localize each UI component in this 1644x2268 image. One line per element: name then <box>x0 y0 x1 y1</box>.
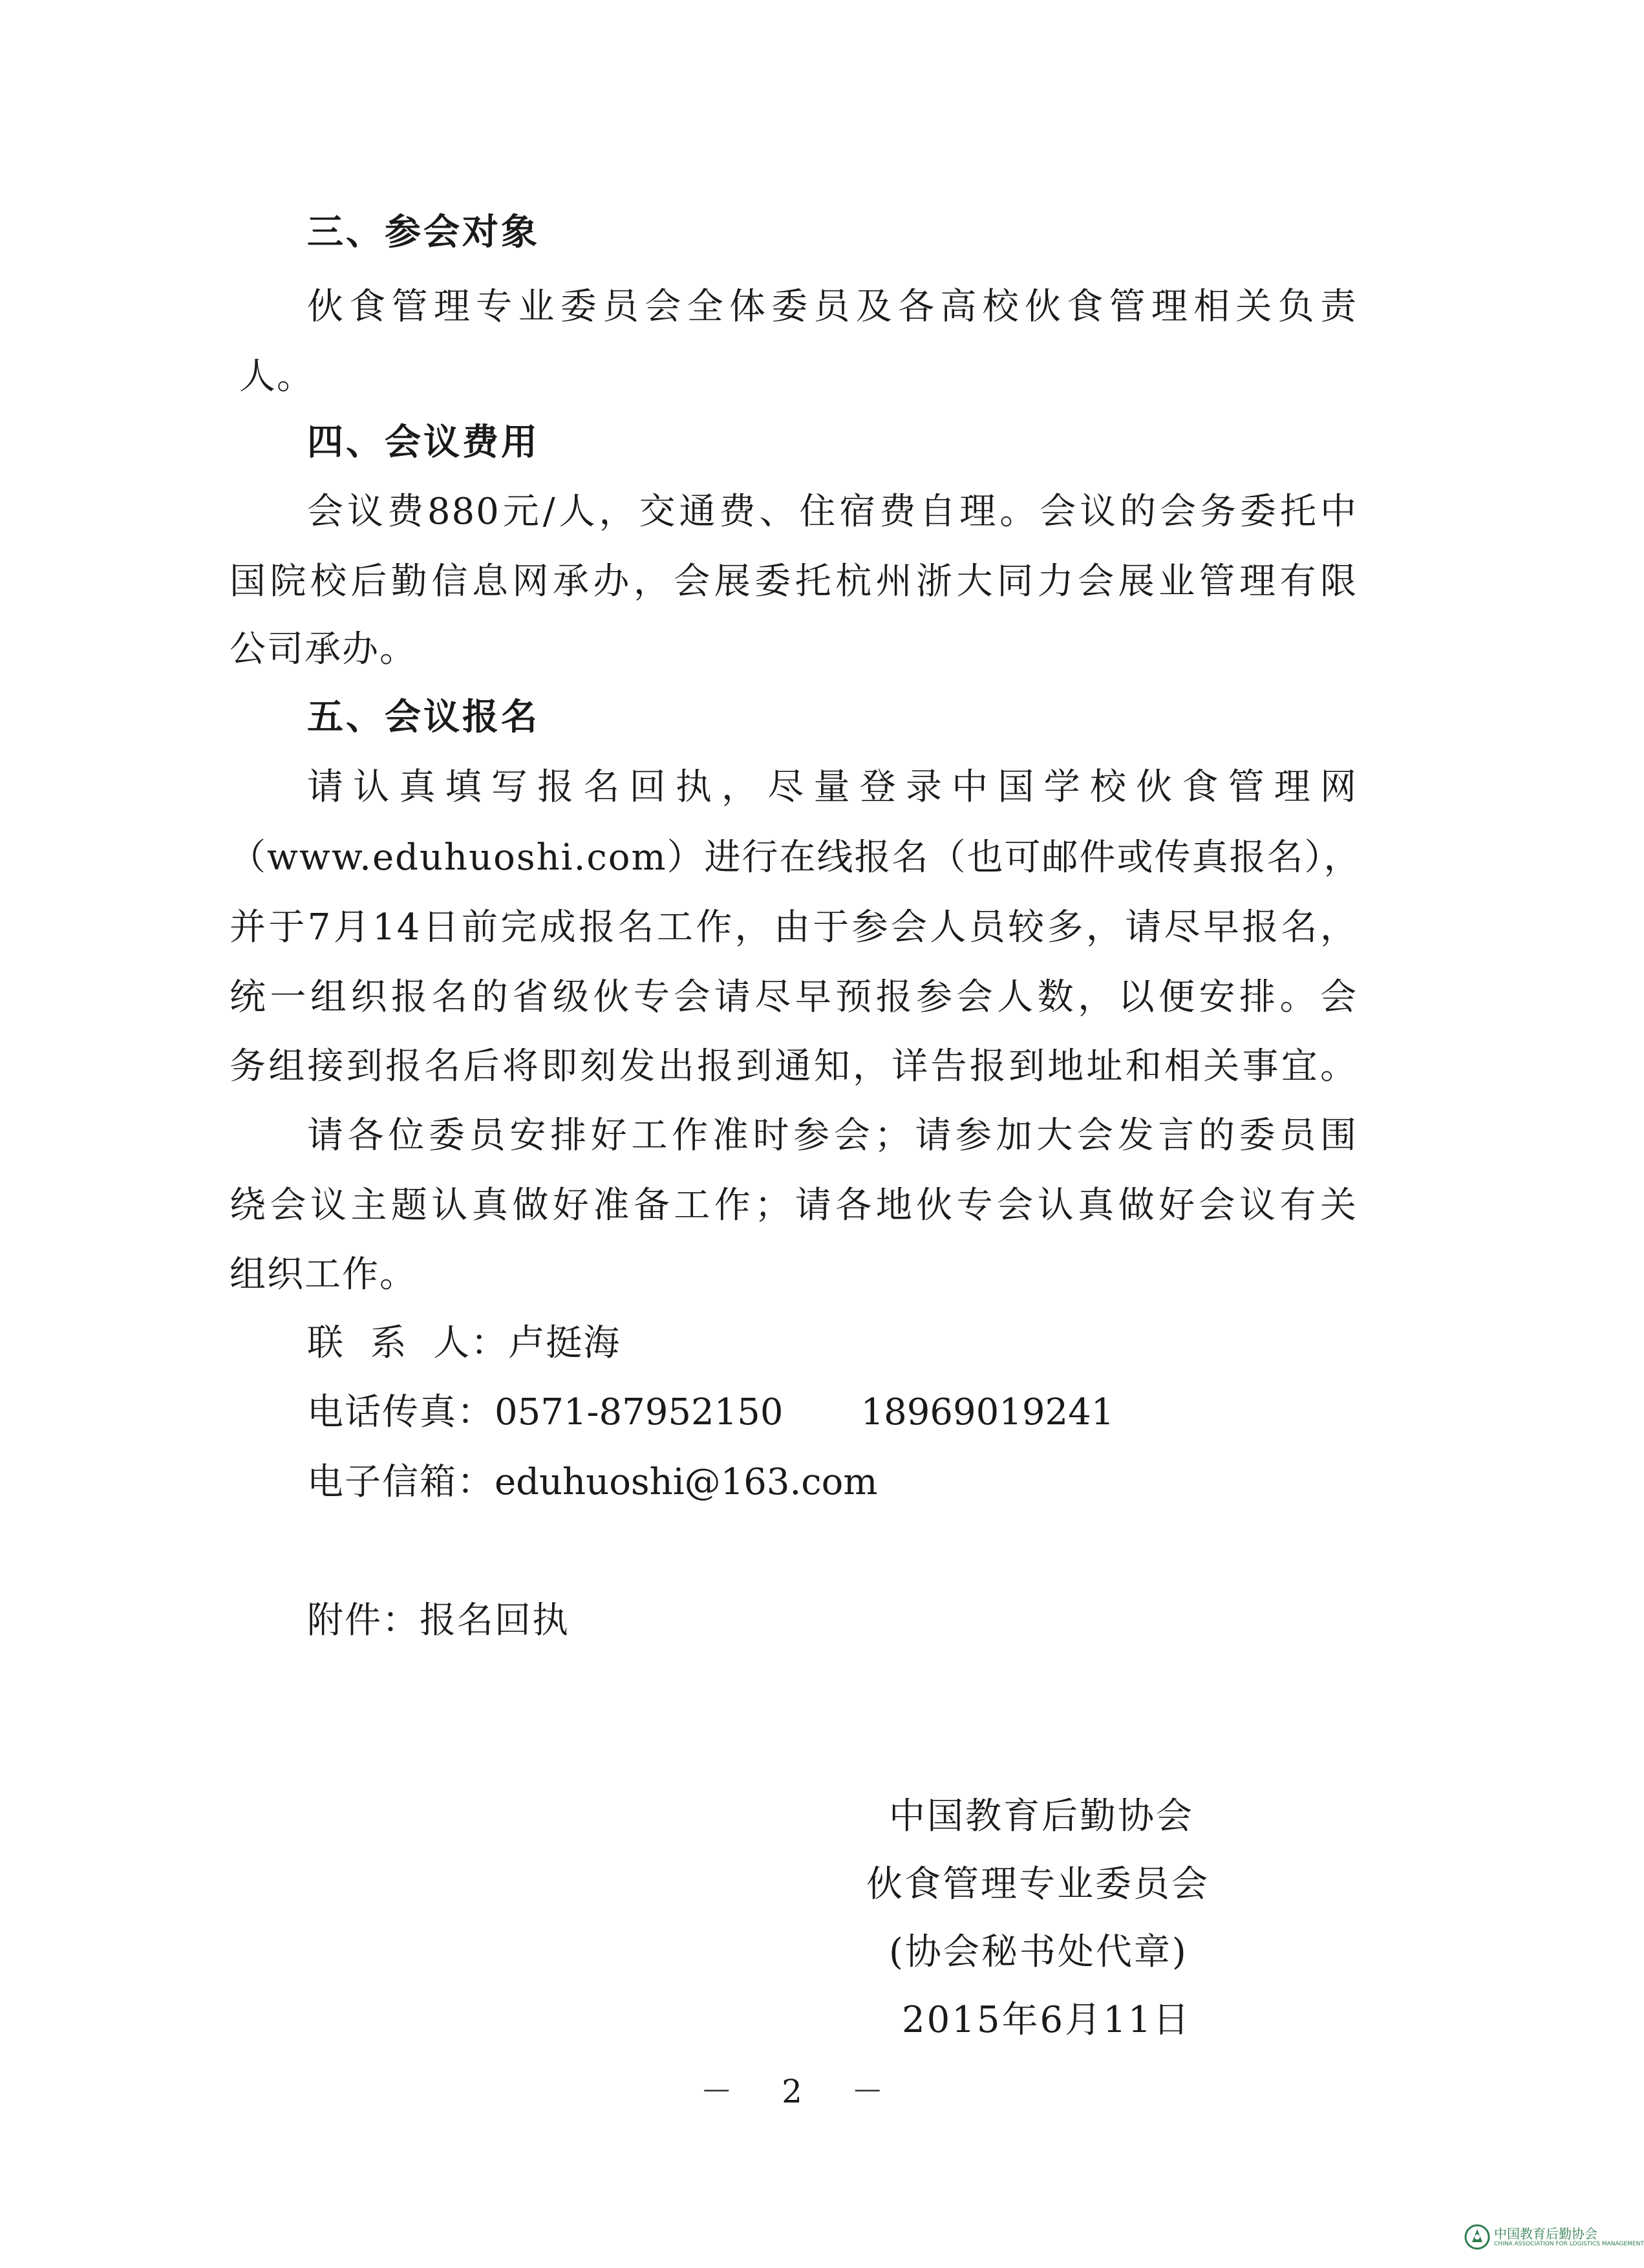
contact-person-row <box>307 1321 621 1366</box>
contact-phone-label: 电话传真： <box>307 1391 495 1433</box>
paragraph-line: 请认真填写报名回执，尽量登录中国学校伙食管理网 <box>307 766 1358 808</box>
attachment-label: 附件： <box>307 1599 420 1642</box>
paragraph-line: 公司承办。 <box>230 628 417 670</box>
signature-org: 中国教育后勤协会 <box>889 1795 1194 1837</box>
paragraph-line: （www.eduhuoshi.com）进行在线报名（也可邮件或传真报名）， <box>230 837 1361 879</box>
contact-phone-number: 0571-87952150 <box>495 1391 784 1433</box>
association-emblem-icon <box>1464 2224 1490 2250</box>
contact-email-label: 电子信箱： <box>307 1461 495 1503</box>
paragraph-line: 国院校后勤信息网承办，会展委托杭州浙大同力会展业管理有限 <box>230 561 1358 603</box>
contact-email-address: eduhuoshi@163.com <box>495 1461 878 1503</box>
page-number: － 2 － <box>700 2073 903 2110</box>
paragraph-line: 请各位委员安排好工作准时参会；请参加大会发言的委员围 <box>307 1115 1358 1157</box>
signature-committee: 伙食管理专业委员会 <box>866 1863 1210 1905</box>
paragraph-line: 绕会议主题认真做好准备工作；请各地伙专会认真做好会议有关 <box>230 1184 1358 1226</box>
logo-text: 中国教育后勤协会 <box>1494 2225 1597 2241</box>
association-logo <box>1464 2224 1644 2250</box>
paragraph-line: 会议费880元/人，交通费、住宿费自理。会议的会务委托中 <box>307 491 1358 533</box>
paragraph-line: 组织工作。 <box>230 1254 417 1296</box>
section-heading-attendees: 三、参会对象 <box>307 211 540 253</box>
paragraph-line: 伙食管理专业委员会全体委员及各高校伙食管理相关负责 <box>307 286 1358 328</box>
signature-date: 2015年6月11日 <box>902 1999 1191 2041</box>
paragraph-line: 统一组织报名的省级伙专会请尽早预报参会人数，以便安排。会 <box>230 976 1358 1018</box>
paragraph-line: 并于7月14日前完成报名工作，由于参会人员较多，请尽早报名， <box>230 906 1358 948</box>
paragraph-line: 人。 <box>239 356 314 398</box>
contact-mobile-number: 18969019241 <box>860 1391 1115 1433</box>
paragraph-line: 务组接到报名后将即刻发出报到通知，详告报到地址和相关事宜。 <box>230 1045 1358 1087</box>
contact-person-name: 卢挺海 <box>508 1322 621 1364</box>
attachment-row <box>307 1598 570 1643</box>
section-heading-fees: 四、会议费用 <box>307 422 540 464</box>
logo-subtext: CHINA ASSOCIATION FOR LOGISTICS MANAGEMENT <box>1494 2240 1644 2247</box>
contact-email-row <box>307 1460 877 1505</box>
signature-seal-note: (协会秘书处代章) <box>889 1931 1188 1973</box>
contact-phone-row <box>307 1390 1114 1435</box>
attachment-name: 报名回执 <box>420 1599 570 1642</box>
section-heading-registration: 五、会议报名 <box>307 696 540 738</box>
contact-person-label: 联 系 人： <box>307 1322 509 1364</box>
